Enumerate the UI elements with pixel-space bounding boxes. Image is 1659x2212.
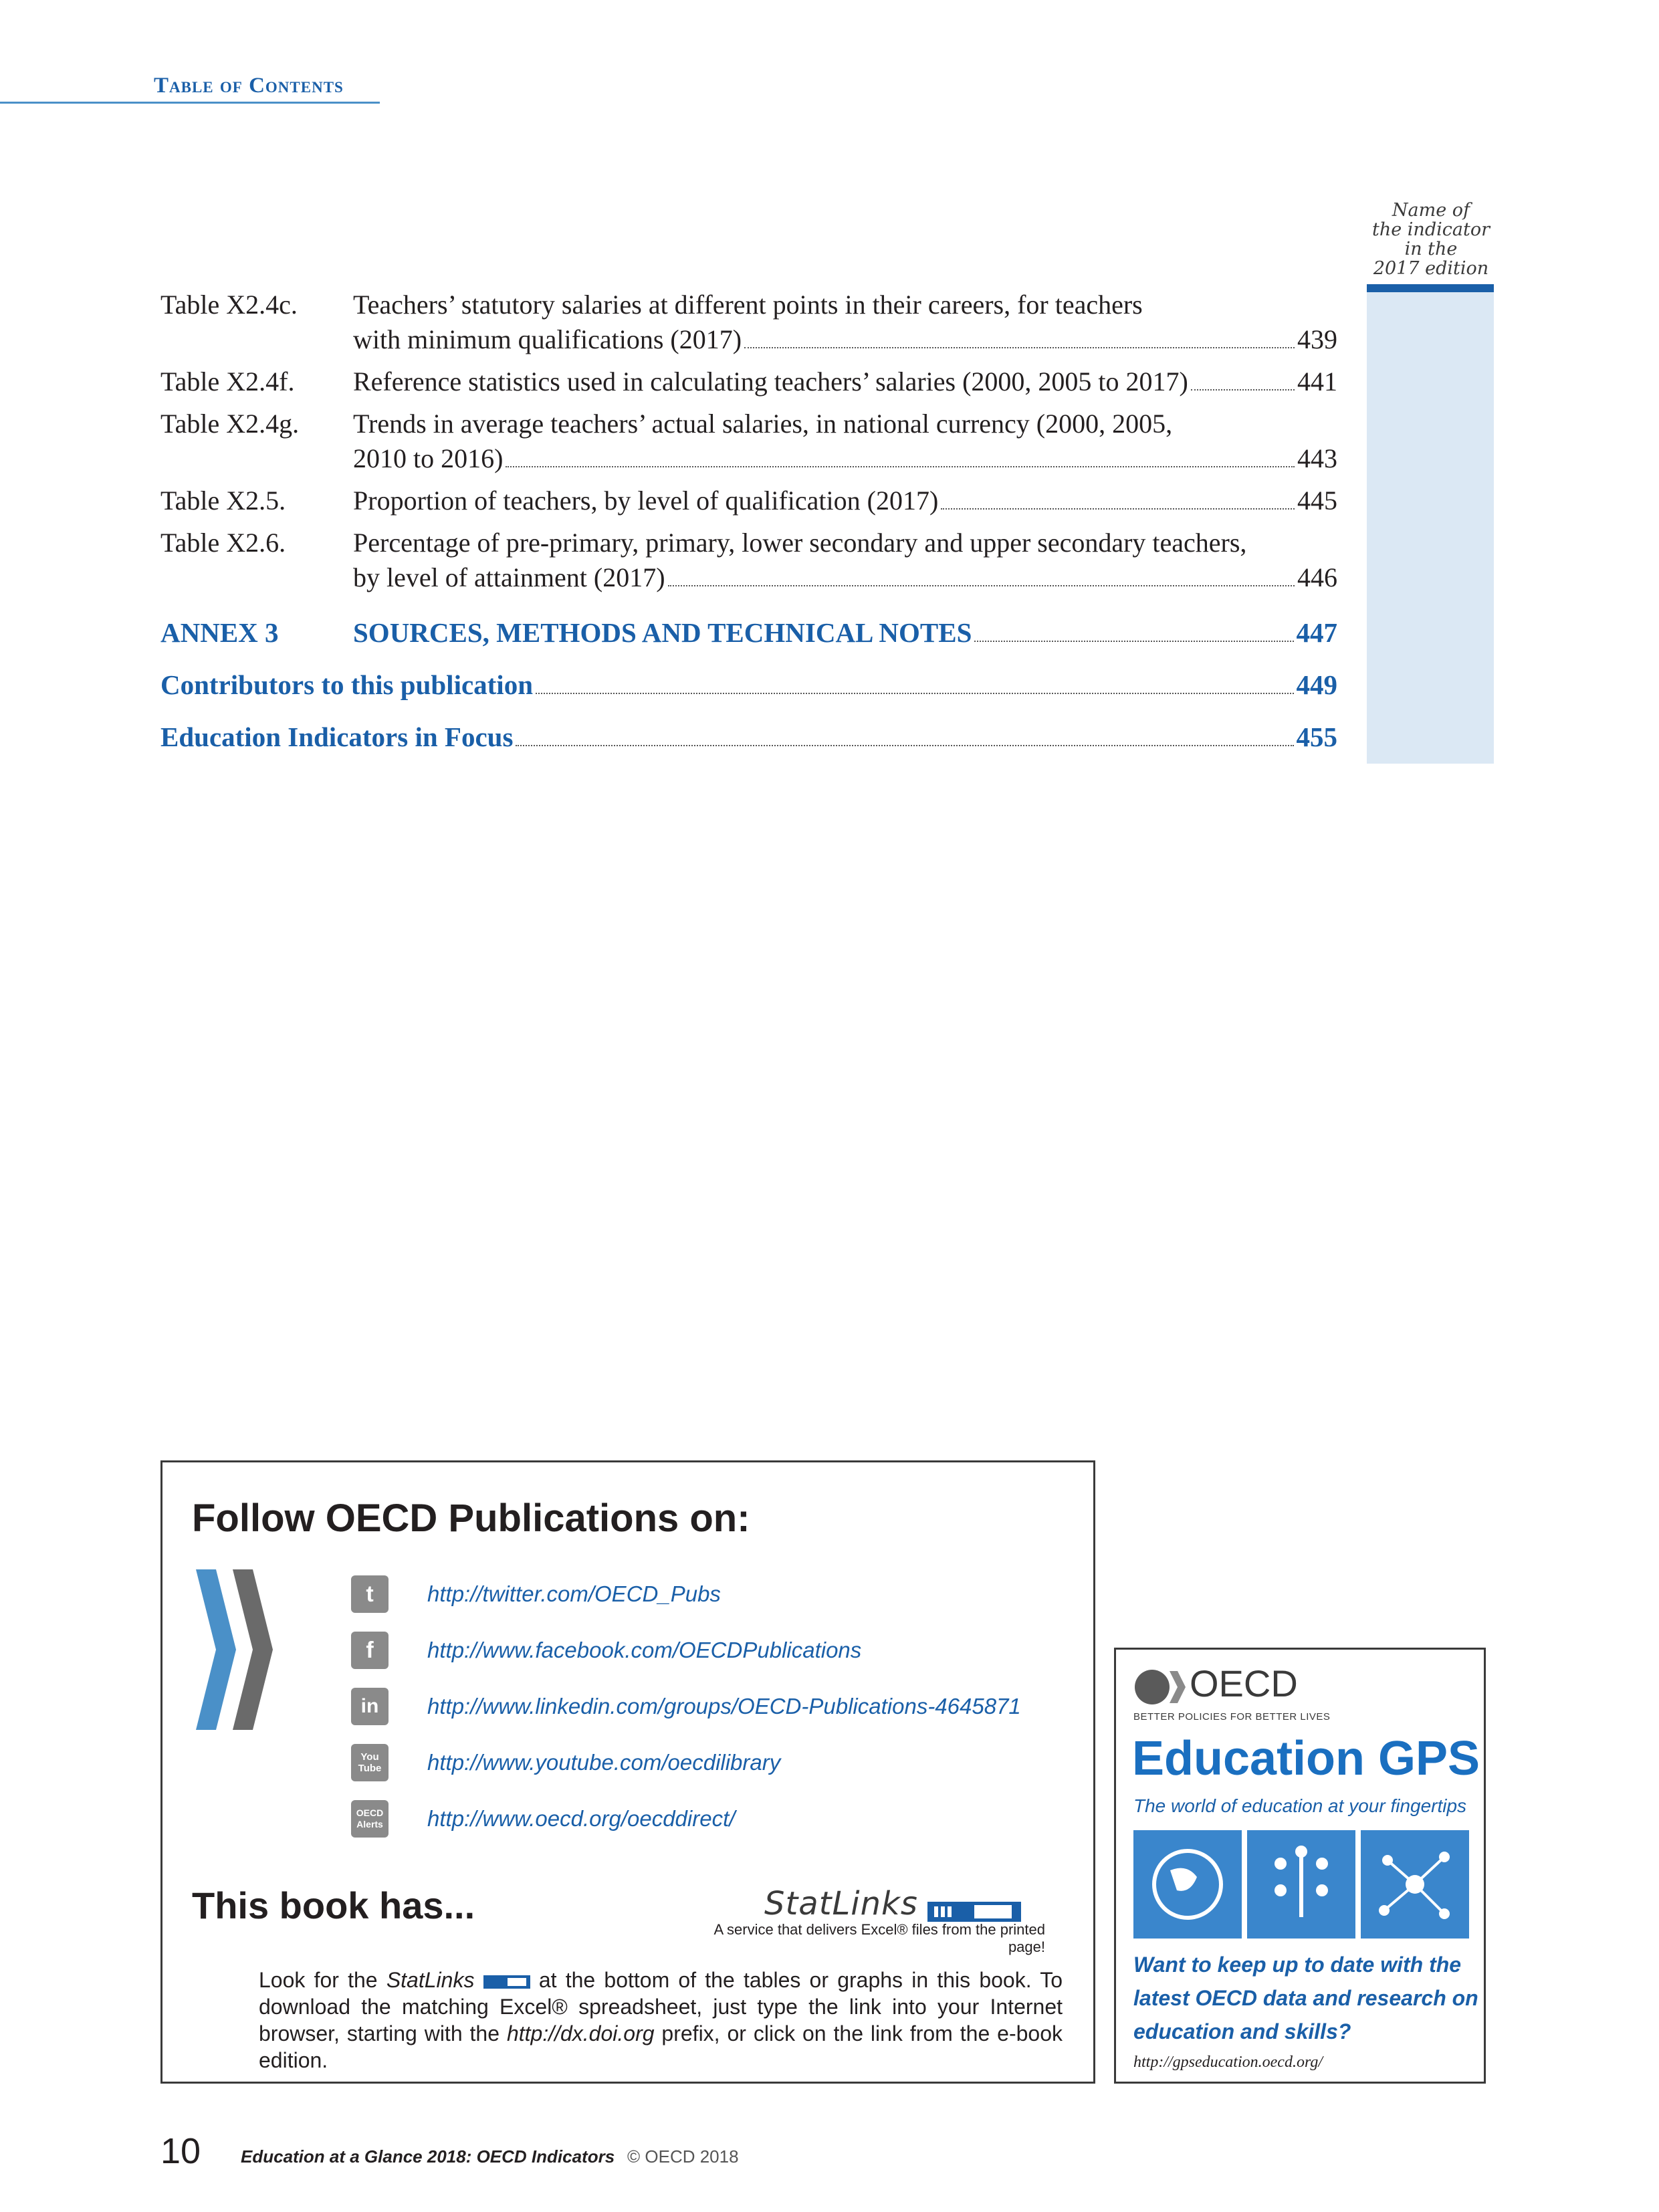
dot-leader xyxy=(744,347,1295,348)
footer-book-title: Education at a Glance 2018: OECD Indicators xyxy=(241,2146,615,2167)
facebook-link[interactable]: http://www.facebook.com/OECDPublications xyxy=(427,1638,862,1662)
contributors-title: Contributors to this publication xyxy=(160,669,534,700)
globe-tile-icon xyxy=(1133,1830,1242,1939)
follow-oecd-box xyxy=(160,1460,1095,2084)
toc-page-number: 439 xyxy=(1297,324,1337,354)
gps-subtitle: The world of education at your fingertips xyxy=(1133,1795,1467,1816)
running-header: Table of Contents xyxy=(154,74,344,98)
statlinks-logo xyxy=(764,1885,1021,1925)
toc-entry[interactable] xyxy=(160,526,1337,595)
toc-entry-title: Proportion of teachers, by level of qualification (2017) xyxy=(353,485,939,516)
page-number: 10 xyxy=(160,2131,201,2171)
toc-contributors-entry[interactable] xyxy=(160,667,1337,702)
statlinks-heading: This book has... xyxy=(192,1884,475,1926)
follow-title: Follow OECD Publications on: xyxy=(192,1497,750,1540)
sidebar-label-line: 2017 edition xyxy=(1373,258,1489,279)
statlinks-text: prefix, or click on the link from the e-book edition. xyxy=(259,2021,1063,2072)
oecd-brand-tagline: BETTER POLICIES FOR BETTER LIVES xyxy=(1133,1711,1331,1723)
social-row-oecd-alerts[interactable] xyxy=(351,1798,389,1840)
dot-leader xyxy=(536,693,1293,694)
oecd-alerts-icon: OECD Alerts xyxy=(351,1800,389,1838)
toc-entry-title: by level of attainment (2017) xyxy=(353,562,665,592)
facebook-icon: f xyxy=(351,1632,389,1669)
dot-leader xyxy=(941,508,1295,510)
dot-leader xyxy=(1191,389,1295,391)
dot-leader xyxy=(516,745,1293,746)
linkedin-icon: in xyxy=(351,1688,389,1725)
statlinks-inline-icon xyxy=(483,1974,530,1990)
toc-page-number: 447 xyxy=(1296,617,1337,648)
dot-leader xyxy=(506,466,1295,467)
twitter-icon: t xyxy=(351,1575,389,1613)
gps-title: Education GPS xyxy=(1132,1732,1480,1785)
toc-indicators-focus-entry[interactable] xyxy=(160,720,1337,754)
gps-url-link[interactable]: http://gpseducation.oecd.org/ xyxy=(1133,2054,1323,2071)
toc-page-number: 455 xyxy=(1296,722,1337,752)
statlinks-tagline: A service that delivers Excel® files from the printed page! xyxy=(713,1921,1045,1955)
toc-entry-number: Table X2.4g. xyxy=(160,409,300,439)
toc-page-number: 449 xyxy=(1296,669,1337,700)
social-row-twitter[interactable] xyxy=(351,1573,389,1615)
toc-entry-number: Table X2.5. xyxy=(160,485,286,516)
sidebar-panel xyxy=(1367,292,1494,764)
oecd-globe-logo-icon xyxy=(1133,1667,1187,1707)
statlinks-wordmark: StatLinks xyxy=(764,1885,918,1922)
toc-page-number: 443 xyxy=(1297,443,1337,473)
sidebar-label-line: in the xyxy=(1404,239,1458,259)
toc-entry-title: with minimum qualifications (2017) xyxy=(353,324,742,354)
statlinks-description xyxy=(259,1967,1063,2074)
toc-entry-title: Teachers’ statutory salaries at different points in their careers, for teachers xyxy=(353,290,1143,320)
toc-page-number: 446 xyxy=(1297,562,1337,592)
annex-title: SOURCES, METHODS AND TECHNICAL NOTES xyxy=(353,617,972,648)
social-row-facebook[interactable] xyxy=(351,1630,389,1671)
chevron-arrows-icon xyxy=(196,1569,276,1730)
dot-leader xyxy=(668,585,1295,586)
indicators-focus-title: Education Indicators in Focus xyxy=(160,722,514,752)
doi-prefix: http://dx.doi.org xyxy=(506,2021,655,2045)
toc-list xyxy=(160,288,1337,762)
toc-entry-title: Reference statistics used in calculating teachers’ salaries (2000, 2005 to 2017) xyxy=(353,366,1188,397)
youtube-icon: You Tube xyxy=(351,1744,389,1781)
sidebar-label xyxy=(1357,201,1505,278)
toc-entry-number: Table X2.6. xyxy=(160,528,286,558)
education-gps-ad[interactable] xyxy=(1114,1648,1486,2084)
footer-copyright: © OECD 2018 xyxy=(627,2146,739,2167)
annex-number: ANNEX 3 xyxy=(160,617,279,648)
network-tile-icon xyxy=(1361,1830,1469,1939)
social-row-youtube[interactable] xyxy=(351,1742,389,1783)
toc-entry[interactable] xyxy=(160,483,1337,518)
dot-leader xyxy=(974,641,1293,642)
sidebar-label-line: the indicator xyxy=(1372,219,1490,240)
oecd-brand: OECD xyxy=(1190,1662,1298,1704)
statlinks-text: Look for the xyxy=(259,1968,386,1992)
toc-entry[interactable] xyxy=(160,407,1337,476)
toc-entry-title: Trends in average teachers’ actual salaries, in national currency (2000, 2005, xyxy=(353,409,1173,439)
twitter-link[interactable]: http://twitter.com/OECD_Pubs xyxy=(427,1581,721,1606)
statlinks-text-italic: StatLinks xyxy=(386,1968,475,1992)
header-rule xyxy=(0,102,380,104)
toc-entry-number: Table X2.4f. xyxy=(160,366,295,397)
youtube-link[interactable]: http://www.youtube.com/oecdilibrary xyxy=(427,1750,781,1775)
toc-entry[interactable] xyxy=(160,288,1337,357)
toc-entry-title: 2010 to 2016) xyxy=(353,443,504,473)
toc-page-number: 445 xyxy=(1297,485,1337,516)
toc-entry-number: Table X2.4c. xyxy=(160,290,298,320)
linkedin-link[interactable]: http://www.linkedin.com/groups/OECD-Publications-4645871 xyxy=(427,1694,1021,1719)
oecd-alerts-link[interactable]: http://www.oecd.org/oecddirect/ xyxy=(427,1806,736,1831)
tree-tile-icon xyxy=(1247,1830,1355,1939)
toc-page-number: 441 xyxy=(1297,366,1337,397)
gps-question: Want to keep up to date with the latest OECD data and research on education and skills? xyxy=(1133,1953,1478,2043)
toc-entry-title: Percentage of pre-primary, primary, lower secondary and upper secondary teachers, xyxy=(353,528,1247,558)
toc-entry[interactable] xyxy=(160,364,1337,399)
toc-annex-entry[interactable] xyxy=(160,615,1337,650)
sidebar-label-line: Name of xyxy=(1392,200,1470,221)
statlinks-text: at the bottom of the tables or graphs in this book. To download the matching Excel® spreadsheet, just type the link into your Internet browser, starting with the xyxy=(259,1968,1063,2045)
sidebar-bar xyxy=(1367,284,1494,292)
social-row-linkedin[interactable] xyxy=(351,1686,389,1727)
